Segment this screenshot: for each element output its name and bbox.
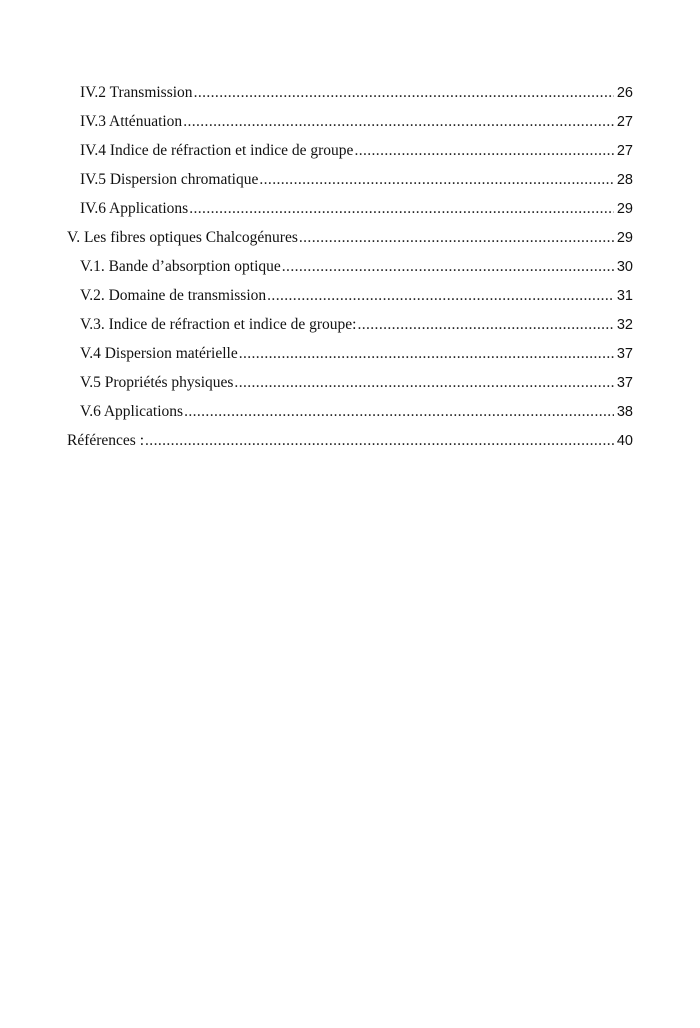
dot-leader [239,345,614,363]
dot-leader [189,200,614,218]
toc-page-number: 26 [616,85,633,101]
toc-page-number: 27 [616,143,633,159]
toc-entry-label: V.6 Applications [80,403,184,420]
toc-entry-label: V.5 Propriétés physiques [80,374,234,391]
toc-entry-label: V.2. Domaine de transmission [80,287,267,304]
toc-entry-iv-3[interactable] [80,113,633,135]
dot-leader [234,374,614,392]
dot-leader [354,142,614,160]
toc-entry-v-3[interactable] [80,316,633,338]
dot-leader [267,287,614,305]
dot-leader [259,171,614,189]
dot-leader [282,258,614,276]
toc-entry-v-4[interactable] [80,345,633,367]
dot-leader [145,432,614,450]
toc-page-number: 28 [616,172,633,188]
toc-entry-label: IV.3 Atténuation [80,113,183,130]
toc-entry-iv-6[interactable] [80,200,633,222]
dot-leader [194,84,614,102]
toc-entry-iv-2[interactable] [80,84,633,106]
toc-entry-v-6[interactable] [80,403,633,425]
toc-entry-v[interactable] [67,229,633,251]
toc-entry-label: V.3. Indice de réfraction et indice de groupe: [80,316,357,333]
toc-entry-label: V.4 Dispersion matérielle [80,345,238,362]
dot-leader [357,316,614,334]
toc-entry-iv-5[interactable] [80,171,633,193]
toc-entry-label: IV.5 Dispersion chromatique [80,171,259,188]
toc-entry-label: IV.2 Transmission [80,84,193,101]
toc-page-number: 40 [616,433,633,449]
toc-page-number: 38 [616,404,633,420]
toc-page-number: 37 [616,346,633,362]
toc-page-number: 32 [616,317,633,333]
toc-entry-label: V. Les fibres optiques Chalcogénures [67,229,298,246]
toc-entry-v-1[interactable] [80,258,633,280]
toc-entry-label: Références : [67,432,145,449]
toc-entry-iv-4[interactable] [80,142,633,164]
dot-leader [184,403,614,421]
toc-page-number: 29 [616,201,633,217]
toc-page-number: 37 [616,375,633,391]
toc-entry-v-2[interactable] [80,287,633,309]
dot-leader [299,229,614,247]
toc-entry-references[interactable] [67,432,633,454]
toc-page-number: 27 [616,114,633,130]
toc-entry-v-5[interactable] [80,374,633,396]
toc-entry-label: IV.6 Applications [80,200,189,217]
toc-page-number: 31 [616,288,633,304]
dot-leader [183,113,614,131]
toc-entry-label: V.1. Bande d’absorption optique [80,258,281,275]
toc-page-number: 29 [616,230,633,246]
toc-page-number: 30 [616,259,633,275]
toc-entry-label: IV.4 Indice de réfraction et indice de groupe [80,142,354,159]
